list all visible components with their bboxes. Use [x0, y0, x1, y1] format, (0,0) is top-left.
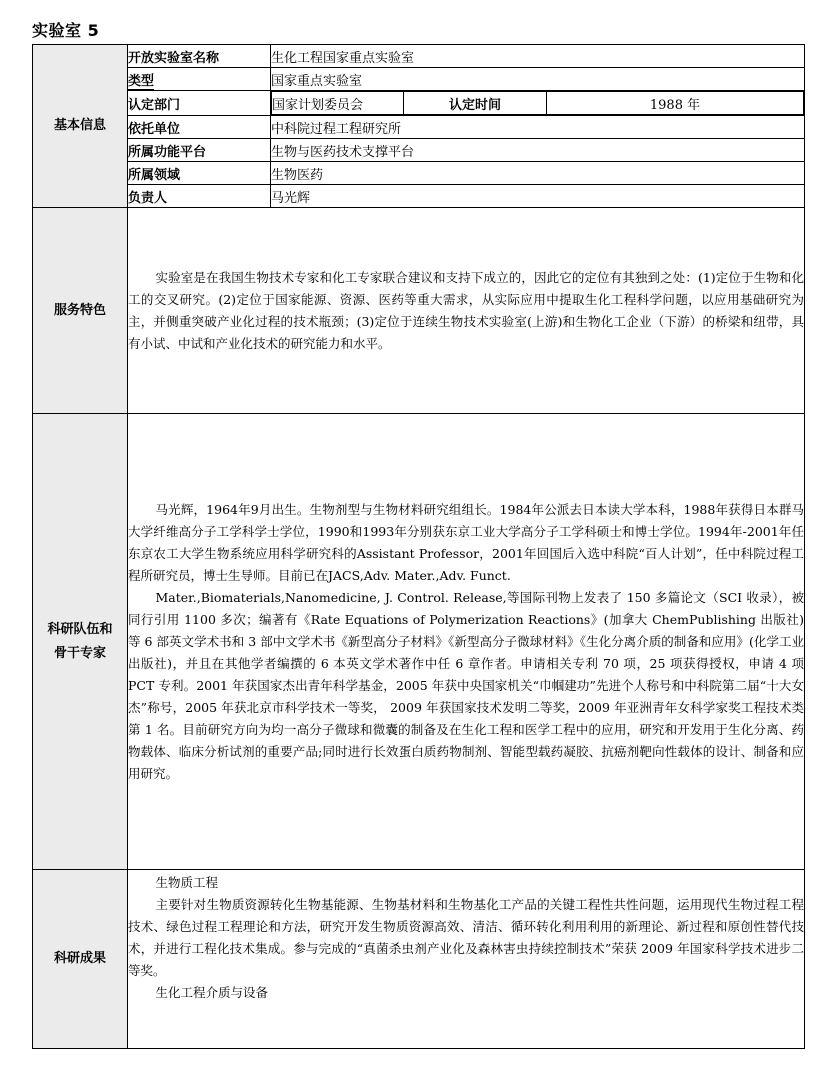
results-heading-1: 生物质工程 [155, 875, 219, 890]
dept-row-cell [271, 91, 805, 116]
service-text: 实验室是在我国生物技术专家和化工专家联合建议和支持下成立的，因此它的定位有其独到之处：(1)定位于生物和化工的交叉研究。(2)定位于国家能源、资源、医药等重大需求，从实际应用中提取生化工程科学问题，以应用基础研究为主，并侧重突破产业化过程的技术瓶颈；(3)定位于连续生物技术实验室(上游)和生物化工企业（下游）的桥梁和纽带，具有小试、中试和产业化技术的研究能力和水平。 [128, 269, 804, 351]
value-approval-time: 1988 年 [547, 92, 804, 115]
team-para-2: Mater.,Biomaterials,Nanomedicine, J. Control. Release,等国际刊物上发表了 150 多篇论文（SCI 收录），被同行引用 1100 多次；编著有《Rate Equations of Polymerization Reactions》(加拿大 ChemPublishing 出版社) 等 6 部英文学术书和 3 部中文学术书《新型高分子材料》《新型高分子微球材料》《生化分离介质的制备和应用》(化学工业出版社)，并且在其他学者编撰的 6 本英文学术著作中任 6 章作者。申请相关专利 70 项，25 项获得授权，申请 4 项 PCT 专利。2001 年获国家杰出青年科学基金，2005 年获中央国家机关“巾帼建功”先进个人称号和中科院第二届“十大女杰”称号，2005 年获北京市科学技术一等奖， 2009 年获国家技术发明二等奖，2009 年亚洲青年女科学家奖工程技术类第 1 名。目前研究方向为均一高分子微球和微囊的制备及在生化工程和医学工程中的应用，研究和开发用于生化分离、药物载体、临床分析试剂的重要产品;同时进行长效蛋白质药物制剂、智能型载药凝胶、抗癌剂靶向性载体的设计、制备和应用研究。 [128, 589, 804, 781]
section-label-basic: 基本信息 [33, 45, 128, 208]
section-label-service: 服务特色 [33, 208, 128, 414]
results-heading-2: 生化工程介质与设备 [155, 985, 269, 1000]
key-field: 所属领域 [128, 162, 271, 185]
key-dept: 认定部门 [128, 91, 271, 116]
results-para-1: 主要针对生物质资源转化生物基能源、生物基材料和生物基化工产品的关键工程性共性问题，运用现代生物过程工程技术、绿色过程工程理论和方法，研究开发生物质资源高效、清洁、循环转化利用利用的新理论、新过程和原创性替代技术，并进行工程化技术集成。参与完成的“真菌杀虫剂产业化及森林害虫持续控制技术”荣获 2009 年国家科学技术进步二等奖。 [128, 897, 804, 978]
results-cell [128, 870, 805, 1049]
value-type: 国家重点实验室 [271, 68, 805, 91]
value-host-unit: 中科院过程工程研究所 [271, 116, 805, 139]
key-lab-name: 开放实验室名称 [128, 45, 271, 68]
key-host-unit: 依托单位 [128, 116, 271, 139]
key-type-text: 类型 [128, 73, 155, 89]
value-dept: 国家计划委员会 [272, 92, 404, 115]
section-label-results: 科研成果 [33, 870, 128, 1049]
value-director: 马光辉 [271, 185, 805, 208]
value-lab-name: 生化工程国家重点实验室 [271, 45, 805, 68]
section-label-team [33, 414, 128, 870]
section-label-team-line2: 骨干专家 [53, 645, 106, 661]
lab-info-table [32, 44, 805, 1049]
team-para-1: 马光辉，1964年9月出生。生物剂型与生物材料研究组组长。1984年公派去日本读大学本科，1988年获得日本群马大学纤维高分子工学科学士学位，1990和1993年分别获东京工业大学高分子工学科硕士和博士学位。1994年-2001年任东京农工大学生物系统应用科学研究科的Assistant Professor，2001年回国后入选中科院“百人计划”，任中科院过程工程所研究员，博士生导师。目前已在JACS,Adv. Mater.,Adv. Funct. [128, 501, 804, 583]
section-label-team-line1: 科研队伍和 [47, 621, 113, 637]
key-platform: 所属功能平台 [128, 139, 271, 162]
dept-row-nested [271, 91, 804, 115]
page-title: 实验室 5 [32, 21, 100, 40]
key-type [128, 68, 271, 91]
key-director: 负责人 [128, 185, 271, 208]
team-cell [128, 414, 805, 870]
service-cell [128, 208, 805, 414]
value-platform: 生物与医药技术支撑平台 [271, 139, 805, 162]
value-field: 生物医药 [271, 162, 805, 185]
key-approval-time: 认定时间 [404, 92, 547, 115]
